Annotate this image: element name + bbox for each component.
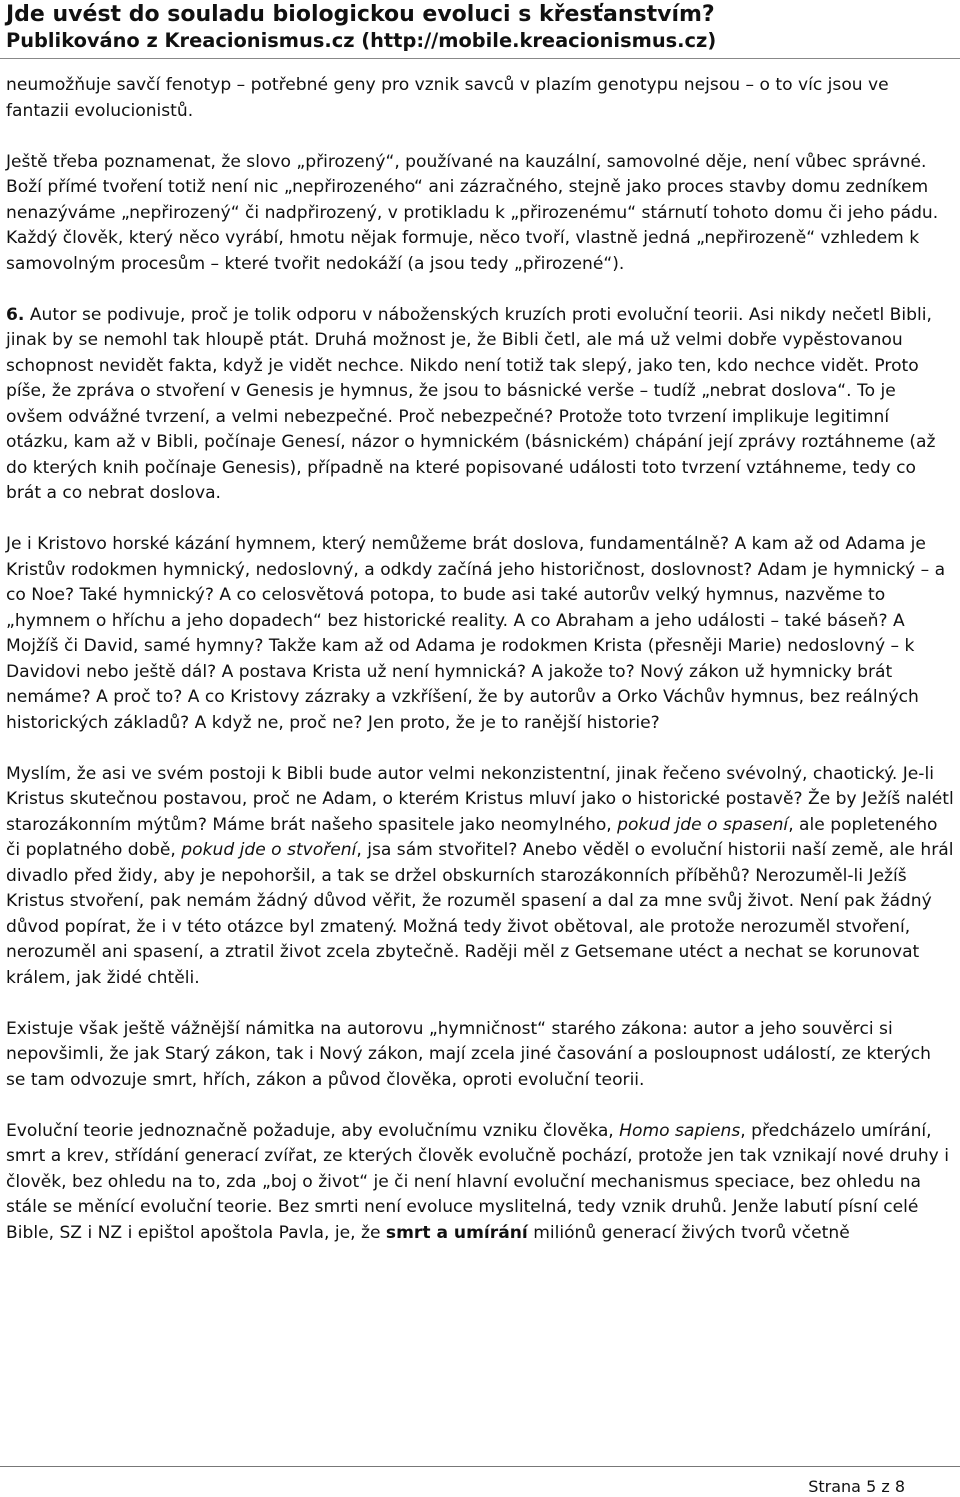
bold-text: 6. [6, 304, 25, 325]
paragraph-text: Autor se podivuje, proč je tolik odporu v náboženských kruzích proti evoluční teorii. Asi nikdy nečetl Bibli, jinak by se nemohl tak hloupě ptát. Druhá možnost je, že Bibli četl, ale má už velmi dobře vypěstovanou schopnost nevidět fakta, když je vidět nechce. Nikdo není totiž tak slepý, jako ten, kdo nechce vidět. Proto píše, že zpráva o stvoření v Genesis je hymnus, že jsou to básnické verše – tudíž „nebrat doslova“. To je ovšem odvážné tvrzení, a velmi nebezpečné. Proč nebezpečné? Protože toto tvrzení implikuje legitimní otázku, kam až v Bibli, počínaje Genesí, názor o hymnickém (básnickém) chápání její zprávy roztáhneme (až do kterých knih počínaje Genesis), případně na které popisované události toto tvrzení vztáhneme, tedy co brát a co nebrat doslova. [6, 304, 936, 503]
paragraph-text: , předcházelo umírání, smrt a krev, střídání generací zvířat, ze kterých člověk evolučně pochází, protože jen tak vznikají nové druhy i člověk, bez ohledu na to, zda „boj o život“ je či není hlavní evoluční mechanismus speciace, bez ohledu na stále se měnící evoluční teorie. Bez smrti není evoluce myslitelná, tedy vznik druhů. Jenže labutí písní celé Bible, SZ i NZ i epištol apoštola Pavla, je, že [6, 1120, 949, 1243]
paragraph-text: Myslím, že asi ve svém postoji k Bibli bude autor velmi nekonzistentní, jinak řečeno svévolný, chaotický. Je-li Kristus skutečnou postavou, proč ne Adam, o kterém Kristus mluví jako o historické postavě? Že by Ježíš nalétl starozákonním mýtům? Máme brát našeho spasitele jako neomylného, [6, 763, 954, 835]
article-paragraph [6, 762, 954, 992]
page-number: Strana 5 z 8 [808, 1477, 905, 1496]
italic-text: pokud jde o stvoření [181, 840, 357, 860]
publication-source: Publikováno z Kreacionismus.cz (http://mobile.kreacionismus.cz) [6, 29, 717, 52]
header-divider [0, 58, 960, 59]
paragraph-text: Existuje však ještě vážnější námitka na autorovu „hymničnost“ starého zákona: autor a jeho souvěrci si nepovšimli, že jak Starý zákon, tak i Nový zákon, mají zcela jiné časování a posloupnost událostí, ze kterých se tam odvozuje smrt, hřích, zákon a původ člověka, oproti evoluční teorii. [6, 1018, 932, 1090]
document-header [6, 0, 956, 54]
article-body [6, 73, 954, 1272]
paragraph-text: Ještě třeba poznamenat, že slovo „přirozený“, používané na kauzální, samovolné děje, není vůbec správné. Boží přímé tvoření totiž není nic „nepřirozeného“ ani zázračného, stejně jako proces stavby domu zedníkem nenazýváme „nepřirozený“ či nadpřirozený, v protikladu k „přirozenému“ stárnutí tohoto domu či jeho pádu. Každý člověk, který něco vyrábí, hmotu nějak formuje, něco tvoří, vlastně jedná „nepřirozeně“ vzhledem k samovolným procesům – které tvořit nedokáží (a jsou tedy „přirozené“). [6, 151, 939, 274]
bold-text: smrt a umírání [385, 1222, 528, 1243]
article-paragraph [6, 73, 954, 124]
paragraph-text: neumožňuje savčí fenotyp – potřebné geny pro vznik savců v plazím genotypu nejsou – o to víc jsou ve fantazii evolucionistů. [6, 75, 889, 121]
paragraph-text: miliónů generací živých tvorů včetně [527, 1222, 850, 1243]
article-paragraph [6, 303, 954, 507]
paragraph-text: , ale popleteného či poplatného době, [6, 814, 938, 860]
article-paragraph [6, 150, 954, 278]
article-paragraph [6, 1017, 954, 1094]
footer-divider [0, 1466, 960, 1467]
article-paragraph [6, 1119, 954, 1247]
article-paragraph [6, 532, 954, 736]
paragraph-text: Je i Kristovo horské kázání hymnem, který nemůžeme brát doslova, fundamentálně? A kam až od Adama je Kristův rodokmen hymnický, nedoslovný, a odkdy začíná jeho historičnost, doslovnost? Adam je hymnický – a co Noe? Také hymnický? A co celosvětová potopa, to bude asi také autorův velký hymnus, nazvěme to „hymnem o hříchu a jeho dopadech“ bez historické reality. A co Abraham a jeho události – také báseň? A Mojžíš či David, samé hymny? Takže kam až od Adama je rodokmen Krista (přesněji Marie) nedoslovný – k Davidovi nebo ještě dál? A postava Krista už není hymnická? A jakože to? Nový zákon už hymnicky brát nemáme? A proč to? A co Kristovy zázraky a vzkříšení, že by autorův a Orko Váchův hymnus, bez reálných historických základů? A když ne, proč ne? Jen proto, že je to ranější historie? [6, 534, 946, 733]
italic-text: Homo sapiens [619, 1120, 741, 1141]
italic-text: pokud jde o spasení [617, 814, 789, 835]
paragraph-text: Evoluční teorie jednoznačně požaduje, aby evolučnímu vzniku člověka, [6, 1120, 620, 1141]
document-title: Jde uvést do souladu biologickou evoluci s křesťanstvím? [6, 2, 715, 27]
paragraph-text: , jsa sám stvořitel? Anebo věděl o evoluční historii naší země, ale hrál divadlo před židy, aby je nepohoršil, a tak se držel obskurních starozákonních příběhů? Nerozuměl-li Ježíš Kristus stvoření, pak nemám žádný důvod věřit, že rozuměl spasení a dal za mne svůj život. Není pak žádný důvod popírat, že i v této otázce byl zmatený. Možná tedy život obětoval, ale protože nerozuměl stvoření, nerozuměl ani spasení, a ztratil život zcela zbytečně. Raději měl z Getsemane utéct a nechat se korunovat králem, jak židé chtěli. [6, 840, 954, 988]
